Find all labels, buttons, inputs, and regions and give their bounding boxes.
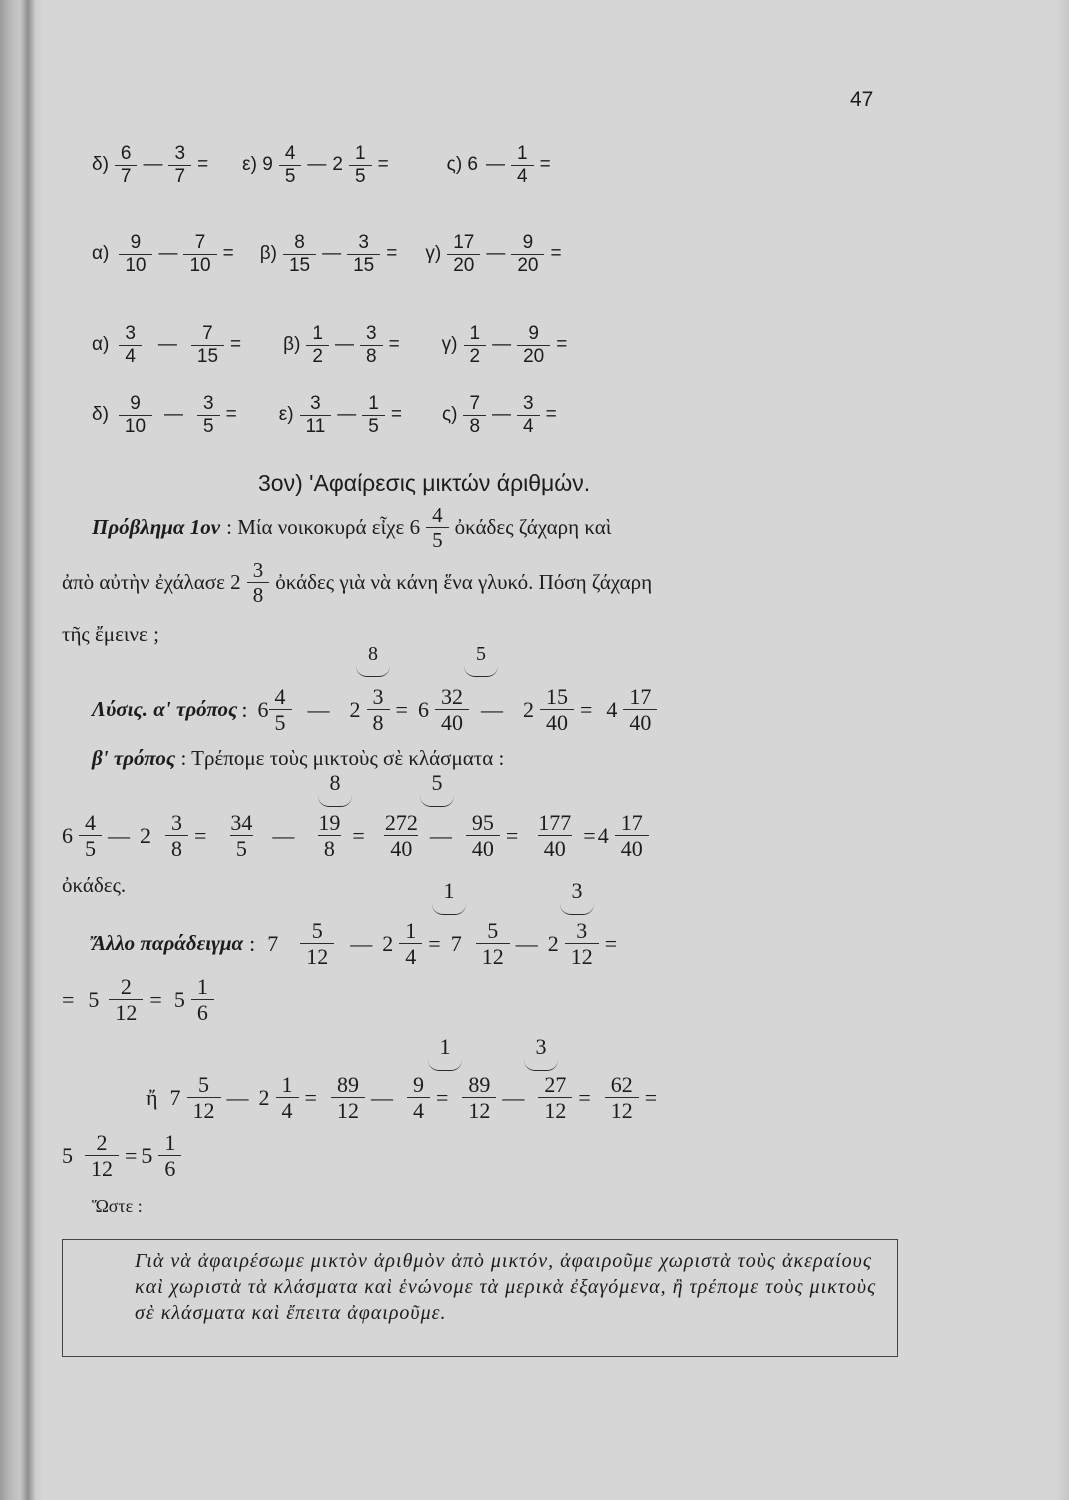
- denominator: 5: [79, 835, 102, 861]
- numerator: 9: [522, 232, 534, 253]
- section-title: 3ον) 'Αφαίρεσις μικτών άριθμών.: [258, 470, 591, 496]
- numerator: 8: [294, 232, 305, 253]
- numerator: 1: [312, 323, 323, 344]
- fraction: [109, 974, 143, 1026]
- fraction: [462, 1072, 496, 1124]
- denominator: 4: [407, 1097, 430, 1123]
- denominator: 5: [269, 709, 292, 735]
- multiplier-label: 5: [420, 770, 454, 807]
- numerator: 5: [198, 1072, 210, 1097]
- alt-line-2: 5 $\frac{2}{12}$ = 5 $\frac{1}{6}$: [62, 1130, 187, 1182]
- denominator: 2: [464, 345, 487, 368]
- numerator: 7: [194, 232, 206, 253]
- denominator: 12: [565, 943, 599, 969]
- denominator: 40: [384, 835, 418, 861]
- denominator: 40: [466, 835, 500, 861]
- fraction: [79, 810, 102, 862]
- numerator: 1: [354, 143, 366, 164]
- fraction: [605, 1072, 639, 1124]
- numerator: 1: [281, 1072, 293, 1097]
- fraction: [191, 323, 224, 368]
- numerator: 3: [252, 558, 264, 582]
- fraction: [426, 503, 449, 552]
- fraction: [300, 393, 332, 438]
- fraction: [399, 918, 422, 970]
- denominator: 5: [426, 527, 449, 552]
- multiplier-label: 8: [356, 643, 390, 677]
- numerator: 1: [405, 918, 417, 943]
- denominator: 4: [399, 943, 422, 969]
- fraction: [517, 393, 540, 438]
- numerator: 4: [284, 143, 296, 164]
- fraction: [615, 810, 649, 862]
- denominator: 8: [463, 415, 486, 438]
- denominator: 20: [447, 254, 480, 277]
- fraction: [85, 1130, 119, 1182]
- denominator: 20: [517, 345, 550, 368]
- denominator: 5: [362, 415, 385, 438]
- denominator: 12: [300, 943, 334, 969]
- numerator: 9: [412, 1072, 424, 1097]
- numerator: 19: [318, 810, 341, 835]
- denominator: 12: [605, 1097, 639, 1123]
- numerator: 15: [545, 684, 568, 709]
- denominator: 15: [191, 345, 224, 368]
- denominator: 12: [187, 1097, 221, 1123]
- numerator: 3: [358, 232, 369, 253]
- example-line-2: = 5 $\frac{2}{12}$ = 5 $\frac{1}{6}$: [62, 974, 220, 1026]
- numerator: 1: [196, 974, 208, 999]
- fraction: [360, 323, 383, 368]
- numerator: 62: [610, 1072, 633, 1097]
- fraction: [119, 232, 152, 277]
- problem-line-1: Πρόβλημα 1ον : Μία νοικοκυρά εἶχε 6 $\frac{4}{5}$ ὀκάδες ζάχαρη καὶ: [92, 503, 612, 553]
- denominator: 6: [191, 999, 214, 1025]
- numerator: 32: [440, 684, 463, 709]
- denominator: 8: [318, 835, 341, 861]
- multiplier-label: 1: [428, 1034, 462, 1071]
- numerator: 89: [336, 1072, 359, 1097]
- fraction: [538, 1072, 572, 1124]
- denominator: 10: [119, 415, 152, 438]
- item-label: ς) 6: [446, 154, 479, 176]
- fraction: [312, 810, 346, 862]
- problem-line-2: ἀπὸ αὐτὴν ἐχάλασε 2 $\frac{3}{8}$ ὀκάδες γιὰ νὰ κάνη ἕνα γλυκό. Πόση ζάχαρη: [62, 558, 653, 608]
- numerator: 17: [629, 684, 652, 709]
- numerator: 2: [96, 1130, 108, 1155]
- numerator: 27: [544, 1072, 567, 1097]
- fraction: [300, 918, 334, 970]
- denominator: 40: [623, 709, 657, 735]
- numerator: 9: [528, 323, 539, 344]
- denominator: 5: [197, 415, 220, 438]
- denominator: 7: [168, 165, 191, 188]
- fraction: [119, 323, 142, 368]
- denominator: 6: [158, 1155, 181, 1181]
- numerator: 17: [620, 810, 643, 835]
- denominator: 4: [511, 165, 534, 188]
- fraction: [407, 1072, 430, 1124]
- fraction: [435, 684, 469, 736]
- fraction: [224, 810, 258, 862]
- denominator: 8: [360, 345, 383, 368]
- exercise-row-4: δ) $\frac{9}{10}$ — $\frac{3}{5}$ = ε) $\frac{3}{11}$ — $\frac{1}{5}$ = ς) $\frac{7}{8}$ — $\frac{3}{4}$ =: [92, 393, 557, 437]
- denominator: 12: [85, 1155, 119, 1181]
- fraction: [306, 323, 329, 368]
- denominator: 40: [540, 709, 574, 735]
- solution-a-line: Λύσις. α' τρόπος : 6 $\frac{4}{5}$ — 2 $\frac{3}{8}$ = 6 $\frac{32}{40}$ — 2 $\frac{15}{40}$ = 4 $\frac{17}{40}$: [92, 684, 663, 736]
- denominator: 12: [462, 1097, 496, 1123]
- fraction: [183, 232, 216, 277]
- denominator: 7: [115, 165, 138, 188]
- numerator: 3: [576, 918, 588, 943]
- fraction: [466, 810, 500, 862]
- fraction: [517, 323, 550, 368]
- denominator: 12: [476, 943, 510, 969]
- denominator: 40: [615, 835, 649, 861]
- numerator: 34: [230, 810, 253, 835]
- solution-label: Λύσις. α' τρόπος: [92, 697, 238, 722]
- numerator: 4: [85, 810, 96, 835]
- numerator: 9: [130, 232, 142, 253]
- denominator: 11: [300, 415, 332, 438]
- denominator: 10: [183, 254, 216, 277]
- fraction: [362, 393, 385, 438]
- fraction: [623, 684, 657, 736]
- fraction: [367, 684, 390, 736]
- numerator: 177: [538, 810, 572, 835]
- fraction: [276, 1072, 299, 1124]
- denominator: 15: [347, 254, 380, 277]
- numerator: 3: [203, 393, 214, 414]
- rule-text: Γιὰ νὰ ἀφαιρέσωμε μικτὸν ἀριθμὸν ἀπὸ μικτόν, ἀφαιροῦμε χωριστὰ τοὺς ἀκεραίους καὶ χωριστὰ τὰ κλάσματα καὶ ἑνώνομε τὰ μερικὰ ἐξαγόμενα, ἢ τρέπομε τοὺς μικτοὺς σὲ κλάσματα καὶ ἔπειτα ἀφαιροῦμε.: [135, 1250, 877, 1324]
- numerator: 1: [368, 393, 379, 414]
- solution-b-heading: β' τρόπος : Τρέπομε τοὺς μικτοὺς σὲ κλάσματα :: [92, 746, 505, 770]
- denominator: 8: [247, 582, 270, 607]
- denominator: 20: [511, 254, 544, 277]
- fraction: [279, 143, 302, 188]
- fraction: [347, 232, 380, 277]
- unit-label: ὀκάδες.: [62, 873, 127, 897]
- denominator: 8: [165, 835, 188, 861]
- numerator: 3: [125, 323, 136, 344]
- hoste-label: Ὥστε :: [92, 1196, 143, 1216]
- numerator: 5: [487, 918, 499, 943]
- solution-b-line: 6 $\frac{4}{5}$ — 2 $\frac{3}{8}$ = $\frac{34}{5}$ — $\frac{19}{8}$ = $\frac{272}{40}$ — $\frac{95}{40}$ = $\frac{177}{40}$ = 4 $\frac{17}{40}$: [62, 810, 655, 862]
- denominator: 5: [230, 835, 253, 861]
- denominator: 2: [306, 345, 329, 368]
- denominator: 4: [517, 415, 540, 438]
- rule-box: [62, 1239, 898, 1357]
- fraction: [119, 393, 152, 438]
- fraction: [115, 143, 138, 188]
- denominator: 4: [119, 345, 142, 368]
- page-edge-shadow: [1057, 0, 1069, 1500]
- numerator: 9: [130, 393, 141, 414]
- numerator: 2: [120, 974, 132, 999]
- fraction: [247, 558, 270, 607]
- fraction: [565, 918, 599, 970]
- numerator: 3: [171, 810, 182, 835]
- fraction: [540, 684, 574, 736]
- multiplier-label: 3: [560, 878, 594, 915]
- numerator: 89: [468, 1072, 491, 1097]
- exercise-row-3: α) $\frac{3}{4}$ — $\frac{7}{15}$ = β) $\frac{1}{2}$ — $\frac{3}{8}$ = γ) $\frac{1}{2}$ — $\frac{9}{20}$ =: [92, 323, 568, 367]
- multiplier-label: 1: [432, 878, 466, 915]
- item-label: δ): [92, 154, 109, 176]
- fraction: [476, 918, 510, 970]
- denominator: 8: [367, 709, 390, 735]
- numerator: 4: [274, 684, 286, 709]
- numerator: 17: [453, 232, 475, 253]
- fraction: [464, 323, 487, 368]
- denominator: 4: [276, 1097, 299, 1123]
- denominator: 40: [435, 709, 469, 735]
- fraction: [349, 143, 372, 188]
- fraction: [191, 974, 214, 1026]
- fraction: [447, 232, 480, 277]
- denominator: 5: [349, 165, 372, 188]
- fraction: [463, 393, 486, 438]
- solution-label: β' τρόπος: [92, 746, 176, 770]
- numerator: 3: [174, 143, 186, 164]
- denominator: 12: [538, 1097, 572, 1123]
- exercise-row-1: δ) $\frac{6}{7}$ — $\frac{3}{7}$ = ε) 9 $\frac{4}{5}$ — 2 $\frac{1}{5}$ = ς) 6 — $\frac{1}{4}$ =: [92, 143, 551, 187]
- fraction: [158, 1130, 181, 1182]
- fraction: [197, 393, 220, 438]
- multiplier-label: 3: [524, 1034, 558, 1071]
- numerator: 1: [469, 323, 481, 344]
- fraction: [269, 684, 292, 736]
- denominator: 15: [283, 254, 316, 277]
- denominator: 12: [331, 1097, 365, 1123]
- multiplier-label: 8: [318, 770, 352, 807]
- numerator: 1: [517, 143, 528, 164]
- numerator: 3: [523, 393, 534, 414]
- item-label: ε) 9: [242, 154, 273, 176]
- multiplier-label: 5: [464, 643, 498, 677]
- book-spine-shadow: [0, 0, 44, 1500]
- exercise-row-2: α) $\frac{9}{10}$ — $\frac{7}{10}$ = β) $\frac{8}{15}$ — $\frac{3}{15}$ = γ) $\frac{17}{20}$ — $\frac{9}{20}$ =: [92, 232, 562, 276]
- numerator: 3: [365, 323, 377, 344]
- numerator: 3: [310, 393, 321, 414]
- numerator: 6: [120, 143, 132, 164]
- denominator: 10: [119, 254, 152, 277]
- numerator: 7: [202, 323, 213, 344]
- fraction: [379, 810, 424, 862]
- fraction: [511, 232, 544, 277]
- numerator: 7: [469, 393, 481, 414]
- denominator: 12: [109, 999, 143, 1025]
- page-number: 47: [850, 88, 874, 111]
- fraction: [532, 810, 577, 862]
- fraction: [168, 143, 191, 188]
- fraction: [331, 1072, 365, 1124]
- problem-label: Πρόβλημα 1ον: [92, 515, 221, 540]
- example-line-1: Ἄλλο παράδειγμα : 7 $\frac{5}{12}$ — 2 $\frac{1}{4}$ = 7 $\frac{5}{12}$ — 2 $\frac{3}{12}$ =: [92, 918, 618, 970]
- fraction: [511, 143, 534, 188]
- denominator: 5: [279, 165, 302, 188]
- numerator: 1: [164, 1130, 176, 1155]
- fraction: [283, 232, 316, 277]
- denominator: 40: [538, 835, 572, 861]
- numerator: 3: [372, 684, 384, 709]
- numerator: 4: [432, 503, 443, 527]
- fraction: [165, 810, 188, 862]
- alt-line-1: ἤ 7 $\frac{5}{12}$ — 2 $\frac{1}{4}$ = $\frac{89}{12}$ — $\frac{9}{4}$ = $\frac{89}{12}$ — $\frac{27}{12}$ = $\frac{62}{12}$ =: [146, 1072, 658, 1124]
- numerator: 95: [471, 810, 494, 835]
- example-label: Ἄλλο παράδειγμα: [92, 931, 244, 956]
- numerator: 272: [384, 810, 418, 835]
- problem-line-3: τῆς ἔμεινε ;: [62, 622, 159, 646]
- numerator: 5: [311, 918, 323, 943]
- fraction: [187, 1072, 221, 1124]
